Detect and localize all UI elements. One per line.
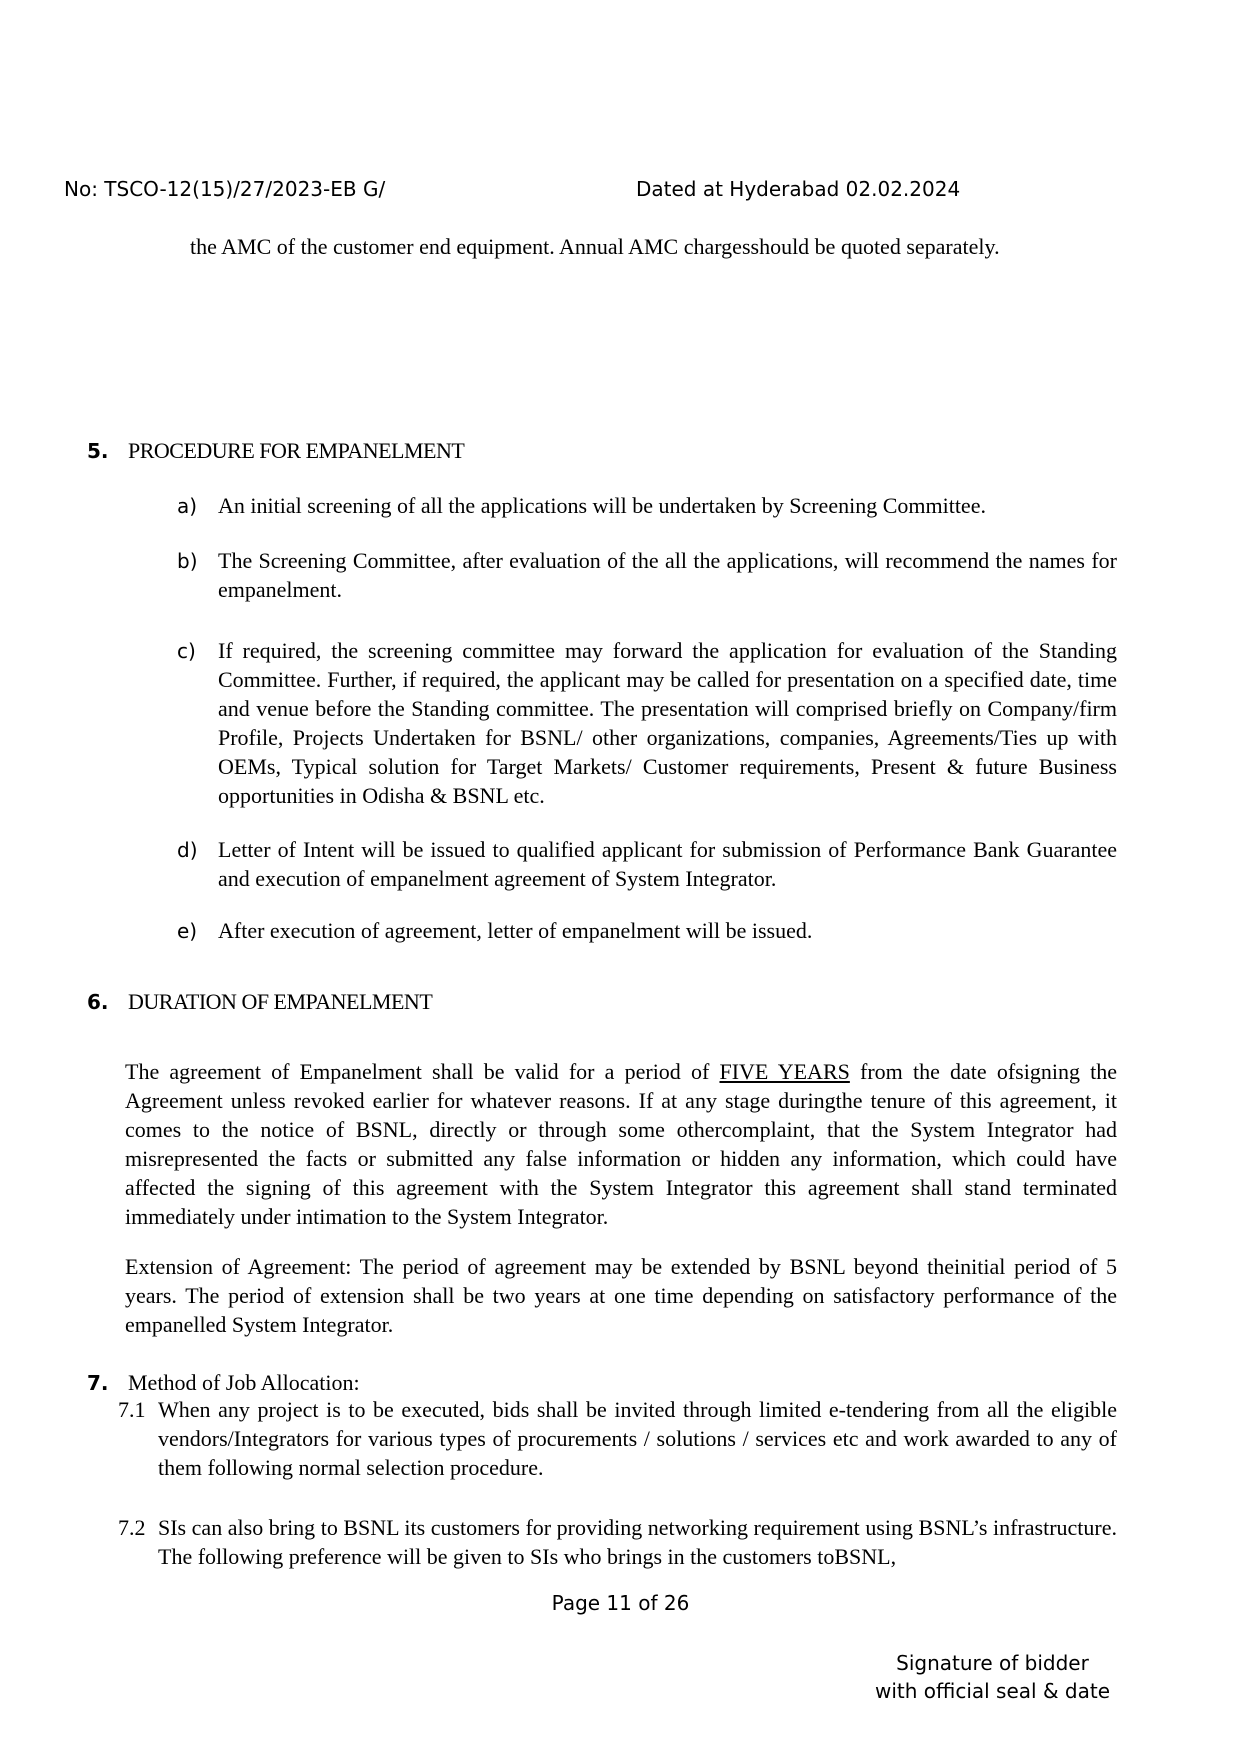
section-5-title: PROCEDURE FOR EMPANELMENT	[128, 438, 465, 463]
section-6-paragraph-1	[125, 1057, 1117, 1231]
clause-7-2-text: SIs can also bring to BSNL its customers for providing networking requirement using BSNL’s infrastructure. The following preference will be given to SIs who brings in the customers toBSNL,	[158, 1515, 1117, 1569]
section-5-number: 5.	[87, 439, 109, 463]
list-item-e-text: After execution of agreement, letter of empanelment will be issued.	[218, 918, 813, 943]
carryover-paragraph-line: the AMC of the customer end equipment. Annual AMC chargesshould be quoted separately.	[190, 234, 1000, 259]
list-item-c	[177, 636, 1117, 810]
paragraph-text-after: from the date ofsigning the Agreement unless revoked earlier for whatever reasons. If at any stage duringthe tenure of this agreement, it comes to the notice of BSNL, directly or through some othercomplaint, that the System Integrator had misrepresented the facts or submitted any false information or hidden any information, which could have affected the signing of this agreement with the System Integrator this agreement shall stand terminated immediately under intimation to the System Integrator.	[125, 1059, 1117, 1229]
paragraph-text-before: The agreement of Empanelment shall be valid for a period of	[125, 1059, 720, 1084]
clause-7-2	[118, 1513, 1117, 1571]
document-number: No: TSCO-12(15)/27/2023-EB G/	[64, 177, 386, 201]
section-7-title: Method of Job Allocation:	[128, 1370, 360, 1395]
list-item-c-label: c)	[177, 639, 196, 663]
document-date: Dated at Hyderabad 02.02.2024	[636, 177, 961, 201]
section-6-title: DURATION OF EMPANELMENT	[128, 989, 433, 1014]
clause-7-1	[118, 1395, 1117, 1482]
list-item-b	[177, 546, 1117, 604]
list-item-a-text: An initial screening of all the applications will be undertaken by Screening Committee.	[218, 493, 986, 518]
section-6-number: 6.	[87, 990, 109, 1014]
section-7-number: 7.	[87, 1371, 109, 1395]
signature-line-1: Signature of bidder	[896, 1651, 1089, 1675]
list-item-c-text: If required, the screening committee may forward the application for evaluation of the Standing Committee. Further, if required, the applicant may be called for presentation on a specified date, time and venue before the Standing committee. The presentation will comprised briefly on Company/firm Profile, Projects Undertaken for BSNL/ other organizations, companies, Agreements/Ties up with OEMs, Typical solution for Target Markets/ Customer requirements, Present & future Business opportunities in Odisha & BSNL etc.	[218, 638, 1117, 808]
signature-line-2: with official seal & date	[874, 1679, 1110, 1703]
page-indicator: Page 11 of 26	[551, 1591, 690, 1615]
list-item-d-text: Letter of Intent will be issued to qualified applicant for submission of Performance Bank Guarantee and execution of empanelment agreement of System Integrator.	[218, 837, 1117, 891]
section-6-heading	[87, 988, 1241, 1016]
section-6-paragraph-2: Extension of Agreement: The period of agreement may be extended by BSNL beyond theinitial period of 5 years. The period of extension shall be two years at one time depending on satisfactory performance of the empanelled System Integrator.	[125, 1254, 1117, 1337]
list-item-a	[177, 491, 1117, 520]
clause-7-2-label: 7.2	[118, 1515, 146, 1540]
underlined-term: FIVE YEARS	[719, 1059, 850, 1084]
signature-block	[875, 1649, 1110, 1705]
document-header	[0, 176, 1241, 202]
list-item-b-text: The Screening Committee, after evaluation of the all the applications, will recommend the names for empanelment.	[218, 548, 1117, 602]
clause-7-1-label: 7.1	[118, 1397, 146, 1422]
section-7-heading	[87, 1371, 1241, 1395]
list-item-e-label: e)	[177, 919, 198, 943]
list-item-a-label: a)	[177, 494, 198, 518]
list-item-d-label: d)	[177, 838, 198, 862]
list-item-d	[177, 835, 1117, 893]
list-item-e	[177, 916, 1117, 945]
clause-7-1-text: When any project is to be executed, bids shall be invited through limited e-tendering from all the eligible vendors/Integrators for various types of procurements / solutions / services etc and work awarded to any of them following normal selection procedure.	[158, 1397, 1117, 1480]
section-5-heading	[87, 437, 1241, 465]
list-item-b-label: b)	[177, 549, 198, 573]
section-5-list	[177, 491, 1117, 945]
